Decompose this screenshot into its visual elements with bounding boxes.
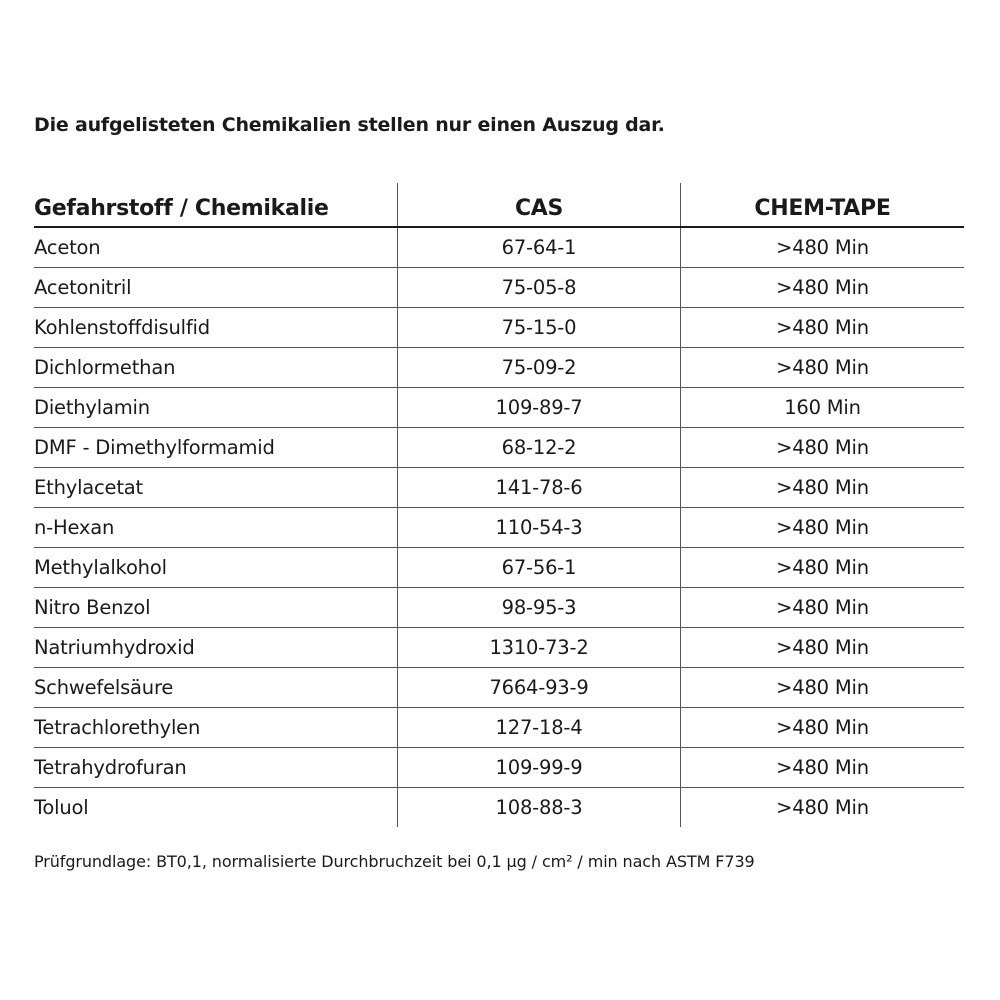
cell-breakthrough-time: >480 Min bbox=[680, 628, 964, 667]
cell-breakthrough-time: >480 Min bbox=[680, 508, 964, 547]
table-row bbox=[34, 308, 964, 348]
table-header-row bbox=[34, 183, 964, 228]
table-body bbox=[34, 228, 964, 827]
cell-chemical: Natriumhydroxid bbox=[34, 636, 195, 659]
cell-breakthrough-time: >480 Min bbox=[680, 708, 964, 747]
cell-cas: 109-99-9 bbox=[397, 748, 680, 787]
cell-chemical: Toluol bbox=[34, 796, 89, 819]
cell-breakthrough-time: >480 Min bbox=[680, 748, 964, 787]
cell-cas: 67-64-1 bbox=[397, 228, 680, 267]
cell-breakthrough-time: >480 Min bbox=[680, 268, 964, 307]
cell-chemical: Dichlormethan bbox=[34, 356, 176, 379]
cell-chemical: Aceton bbox=[34, 236, 101, 259]
table-row bbox=[34, 228, 964, 268]
cell-cas: 109-89-7 bbox=[397, 388, 680, 427]
cell-cas: 75-15-0 bbox=[397, 308, 680, 347]
cell-cas: 108-88-3 bbox=[397, 788, 680, 827]
cell-chemical: Diethylamin bbox=[34, 396, 150, 419]
header-chem-tape: CHEM-TAPE bbox=[680, 183, 964, 226]
cell-chemical: Kohlenstoffdisulfid bbox=[34, 316, 210, 339]
cell-cas: 141-78-6 bbox=[397, 468, 680, 507]
cell-chemical: n-Hexan bbox=[34, 516, 115, 539]
cell-chemical: Schwefelsäure bbox=[34, 676, 174, 699]
cell-breakthrough-time: >480 Min bbox=[680, 788, 964, 827]
cell-breakthrough-time: >480 Min bbox=[680, 468, 964, 507]
table-row bbox=[34, 588, 964, 628]
table-row bbox=[34, 428, 964, 468]
table-row bbox=[34, 468, 964, 508]
table-row bbox=[34, 508, 964, 548]
cell-breakthrough-time: >480 Min bbox=[680, 228, 964, 267]
cell-breakthrough-time: >480 Min bbox=[680, 308, 964, 347]
cell-cas: 127-18-4 bbox=[397, 708, 680, 747]
cell-chemical: Tetrachlorethylen bbox=[34, 716, 201, 739]
table-row bbox=[34, 548, 964, 588]
header-chemical: Gefahrstoff / Chemikalie bbox=[34, 196, 329, 221]
intro-text: Die aufgelisteten Chemikalien stellen nur einen Auszug dar. bbox=[34, 114, 665, 136]
header-cas: CAS bbox=[397, 183, 680, 226]
table-row bbox=[34, 388, 964, 428]
table-row bbox=[34, 788, 964, 827]
cell-cas: 7664-93-9 bbox=[397, 668, 680, 707]
cell-chemical: DMF - Dimethylformamid bbox=[34, 436, 275, 459]
cell-breakthrough-time: >480 Min bbox=[680, 428, 964, 467]
footnote: Prüfgrundlage: BT0,1, normalisierte Durchbruchzeit bei 0,1 µg / cm² / min nach ASTM F739 bbox=[34, 852, 755, 871]
table-row bbox=[34, 268, 964, 308]
cell-breakthrough-time: >480 Min bbox=[680, 348, 964, 387]
chemical-resistance-table bbox=[34, 183, 964, 827]
cell-breakthrough-time: >480 Min bbox=[680, 548, 964, 587]
table-row bbox=[34, 628, 964, 668]
cell-chemical: Tetrahydrofuran bbox=[34, 756, 187, 779]
cell-chemical: Nitro Benzol bbox=[34, 596, 151, 619]
cell-cas: 68-12-2 bbox=[397, 428, 680, 467]
table-row bbox=[34, 748, 964, 788]
cell-breakthrough-time: >480 Min bbox=[680, 588, 964, 627]
cell-breakthrough-time: >480 Min bbox=[680, 668, 964, 707]
cell-cas: 67-56-1 bbox=[397, 548, 680, 587]
cell-cas: 110-54-3 bbox=[397, 508, 680, 547]
cell-cas: 1310-73-2 bbox=[397, 628, 680, 667]
cell-breakthrough-time: 160 Min bbox=[680, 388, 964, 427]
table-row bbox=[34, 668, 964, 708]
table-row bbox=[34, 348, 964, 388]
cell-cas: 75-05-8 bbox=[397, 268, 680, 307]
cell-chemical: Methylalkohol bbox=[34, 556, 167, 579]
cell-cas: 98-95-3 bbox=[397, 588, 680, 627]
cell-chemical: Acetonitril bbox=[34, 276, 132, 299]
cell-chemical: Ethylacetat bbox=[34, 476, 143, 499]
cell-cas: 75-09-2 bbox=[397, 348, 680, 387]
table-row bbox=[34, 708, 964, 748]
